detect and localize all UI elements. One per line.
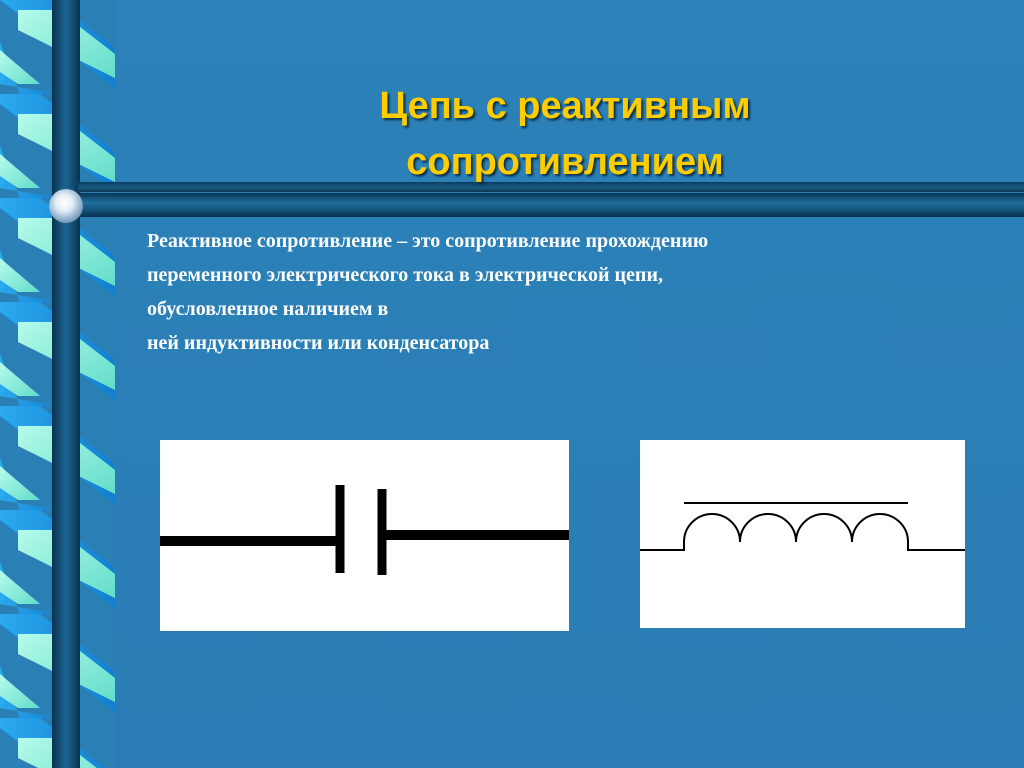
capacitor-symbol — [160, 440, 569, 631]
inductor-panel — [640, 440, 965, 628]
capacitor-panel — [160, 440, 569, 631]
slide-title — [240, 78, 890, 190]
divider-bar — [62, 193, 1024, 217]
title-line-1: Цепь с реактивным — [379, 85, 751, 127]
title-line-2: сопротивлением — [406, 141, 724, 183]
divider-knob — [49, 189, 83, 223]
inductor-coil — [640, 514, 965, 550]
definition-text: Реактивное сопротивление – это сопротивление прохождению переменного электрического тока в электрической цепи, обусловленное наличием в ней индуктивности или конденсатора — [147, 230, 709, 354]
decorative-ribbon — [0, 0, 115, 768]
inductor-symbol — [640, 440, 965, 628]
